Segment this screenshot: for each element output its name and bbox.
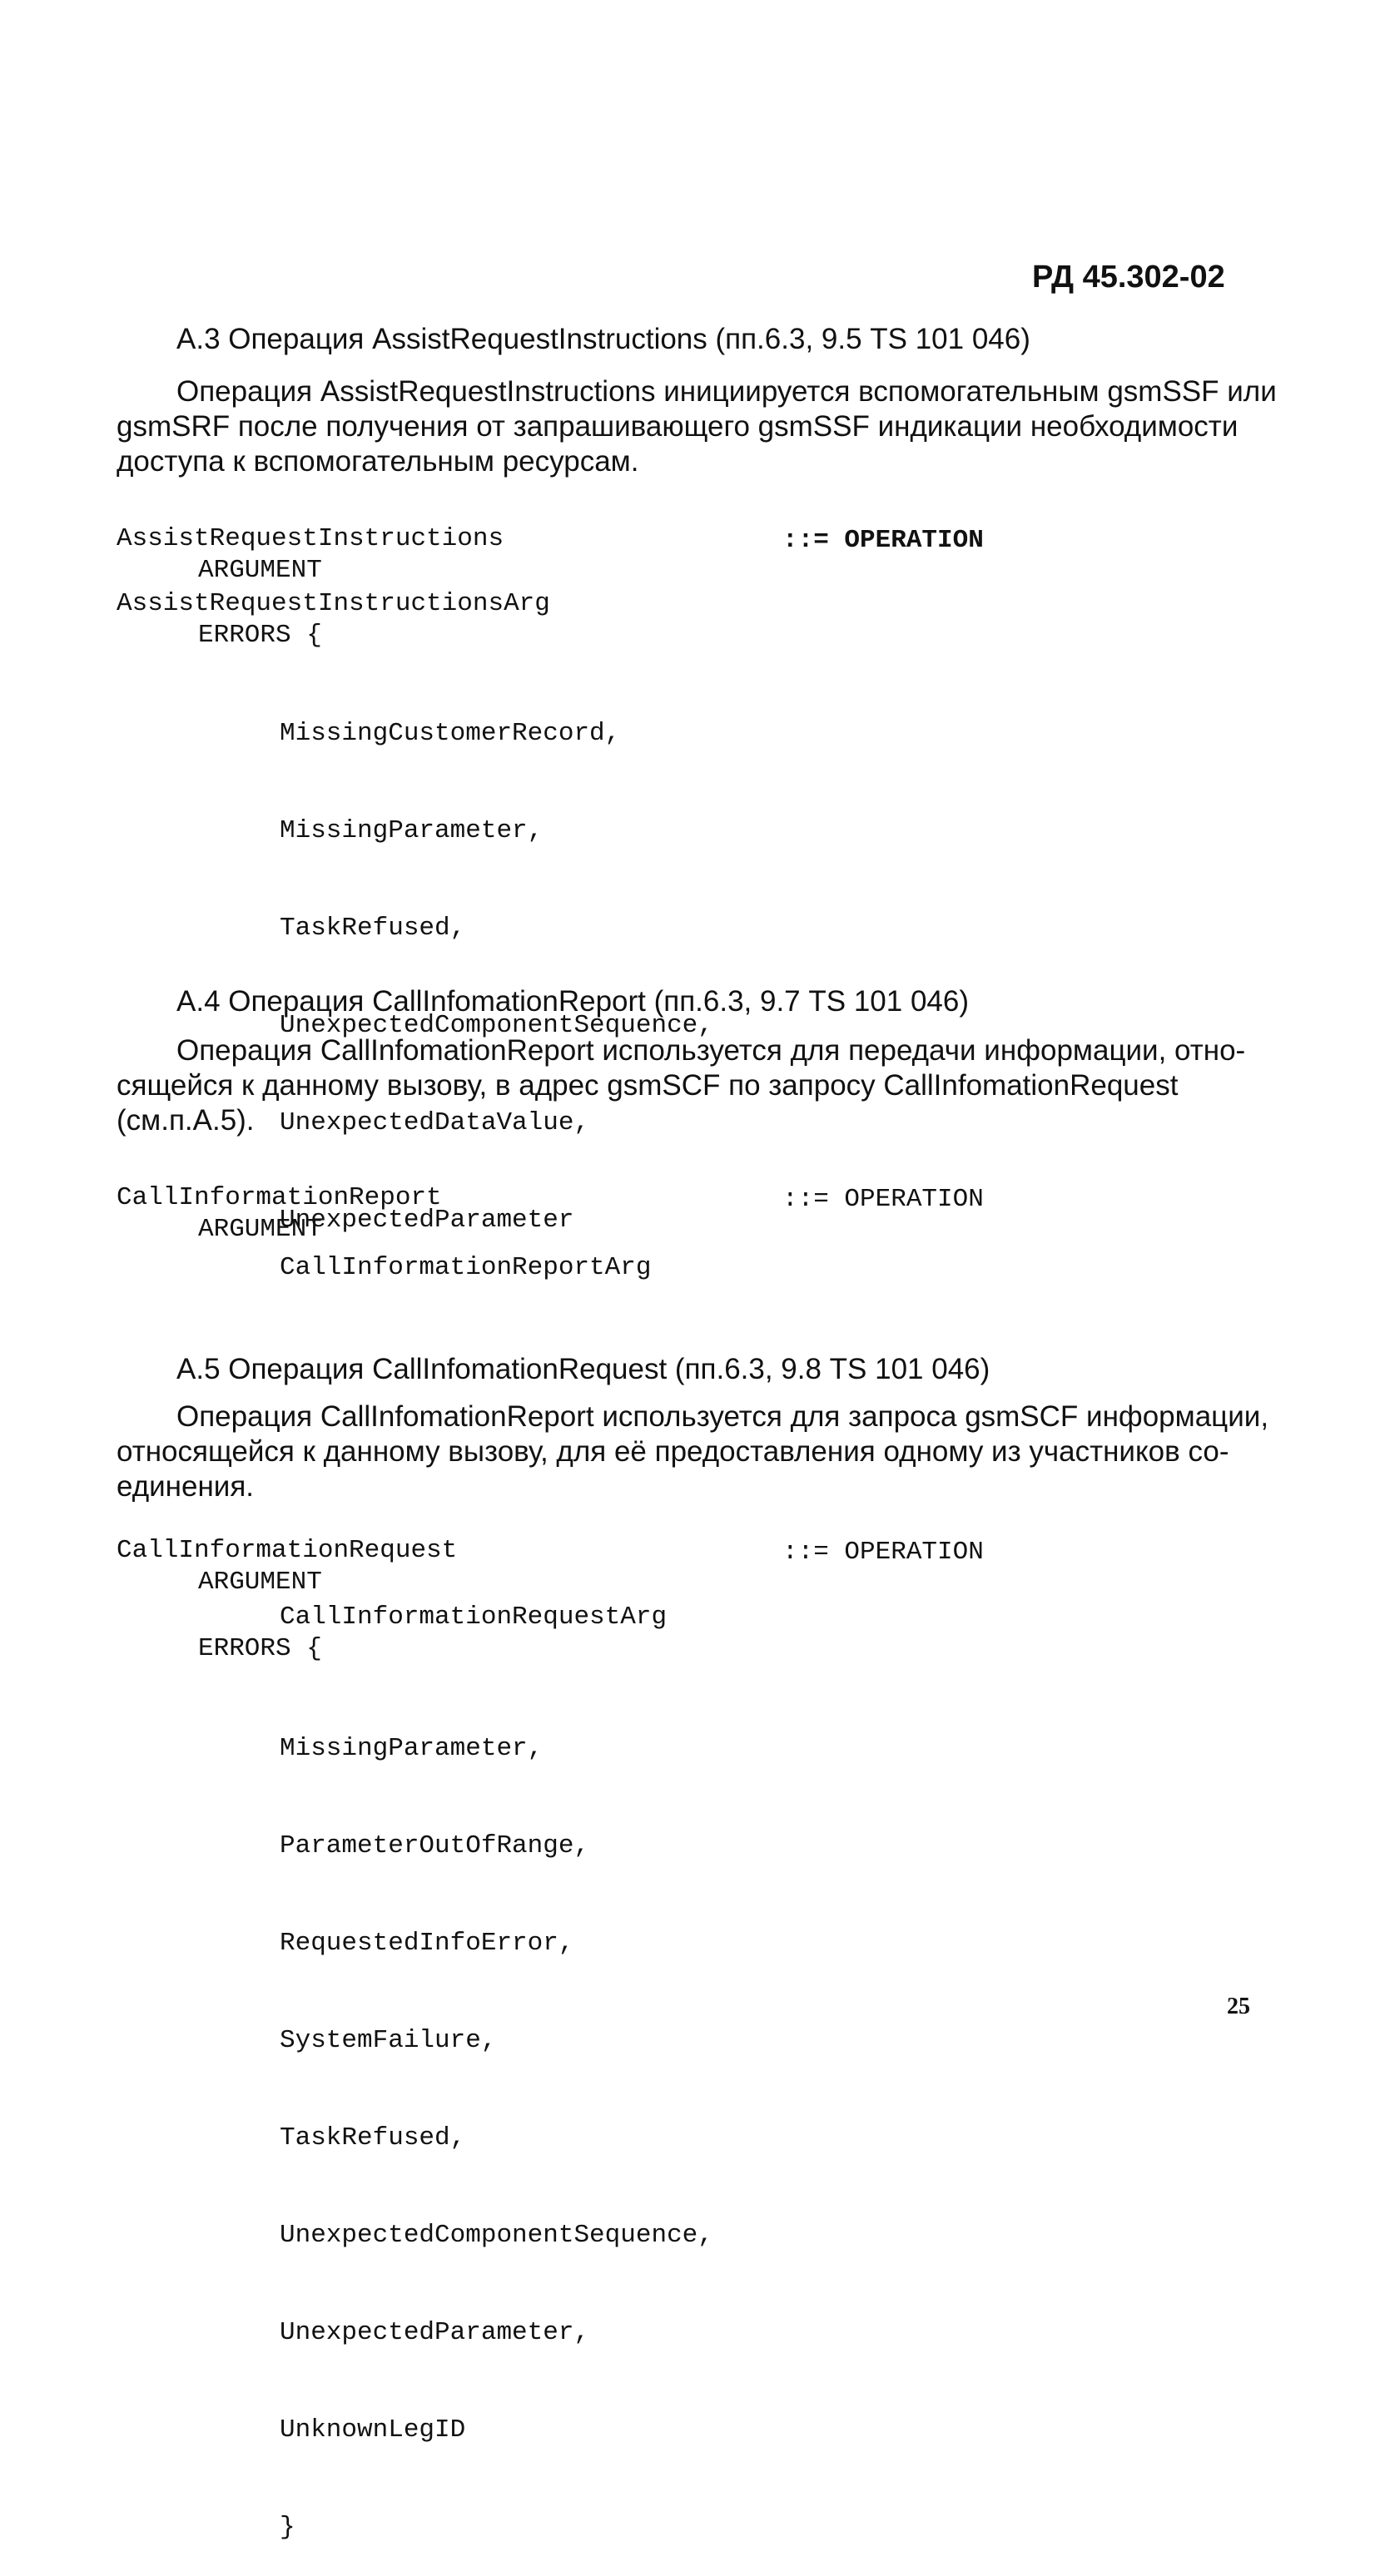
error-close-brace: } — [280, 2513, 295, 2542]
code-a4-name: CallInformationReport — [117, 1183, 442, 1212]
code-a4-argument: ARGUMENT — [198, 1215, 322, 1244]
error-item: UnexpectedParameter, — [280, 2318, 590, 2347]
code-a3-errors: ERRORS { — [198, 621, 322, 650]
error-item: SystemFailure, — [280, 2026, 497, 2055]
section-a4-title: А.4 Операция CallInfomationReport (пп.6.3, 9.7 TS 101 046) — [176, 985, 969, 1018]
section-a4-paragraph — [117, 1033, 1246, 1138]
para-line: Операция AssistRequestInstructions инициируется вспомогательным gsmSSF или — [176, 375, 1277, 408]
error-item: UnexpectedComponentSequence, — [280, 2221, 713, 2250]
para-line: единения. — [117, 1470, 255, 1503]
code-a4-arg-type: CallInformationReportArg — [280, 1253, 652, 1282]
para-line: Операция CallInfomationReport используется для запроса gsmSCF информации, — [176, 1400, 1269, 1433]
error-item: UnexpectedParameter — [280, 1206, 574, 1235]
code-a3-error-list — [280, 652, 713, 1269]
code-a5-op: ::= OPERATION — [782, 1538, 984, 1567]
code-a3-name: AssistRequestInstructions — [117, 524, 504, 553]
error-item: UnexpectedComponentSequence, — [280, 1011, 713, 1040]
error-item: UnexpectedDataValue, — [280, 1108, 590, 1137]
error-item: ParameterOutOfRange, — [280, 1831, 590, 1860]
section-a5-title: А.5 Операция CallInfomationRequest (пп.6.3, 9.8 TS 101 046) — [176, 1353, 990, 1385]
code-a5-name: CallInformationRequest — [117, 1536, 458, 1565]
code-a4-op: ::= OPERATION — [782, 1185, 984, 1214]
error-item: RequestedInfoError, — [280, 1929, 574, 1958]
code-a3-argument: ARGUMENT — [198, 556, 322, 585]
code-a5-errors: ERRORS { — [198, 1634, 322, 1663]
error-item: TaskRefused, — [280, 914, 466, 943]
error-item: TaskRefused, — [280, 2123, 466, 2152]
para-line: gsmSRF после получения от запрашивающего gsmSSF индикации необходимости — [117, 410, 1239, 443]
para-line: доступа к вспомогательным ресурсам. — [117, 445, 639, 478]
error-item: MissingParameter, — [280, 1734, 544, 1763]
code-a3-op: ::= OPERATION — [782, 526, 984, 555]
section-a5-paragraph — [117, 1399, 1269, 1504]
code-a5-argument: ARGUMENT — [198, 1568, 322, 1597]
para-line: (см.п.А.5). — [117, 1104, 255, 1137]
code-a5-arg-type: CallInformationRequestArg — [280, 1603, 668, 1632]
para-line: Операция CallInfomationReport используется для передачи информации, отно- — [176, 1034, 1246, 1067]
para-line: сящейся к данному вызову, в адрес gsmSCF по запросу CallInfomationRequest — [117, 1069, 1179, 1102]
error-item: UnknownLegID — [280, 2415, 466, 2445]
para-line: относящейся к данному вызову, для её предоставления одному из участников со- — [117, 1435, 1229, 1468]
code-a5-error-list — [280, 1667, 713, 2576]
section-a3-title: А.3 Операция AssistRequestInstructions (пп.6.3, 9.5 TS 101 046) — [176, 323, 1030, 355]
error-item: MissingParameter, — [280, 816, 544, 845]
error-item: MissingCustomerRecord, — [280, 719, 621, 748]
section-a3-paragraph — [117, 374, 1277, 479]
page-number: 25 — [1227, 1994, 1250, 2019]
document-code-header: РД 45.302-02 — [1032, 260, 1225, 295]
code-a3-arg-type: AssistRequestInstructionsArg — [117, 589, 550, 618]
